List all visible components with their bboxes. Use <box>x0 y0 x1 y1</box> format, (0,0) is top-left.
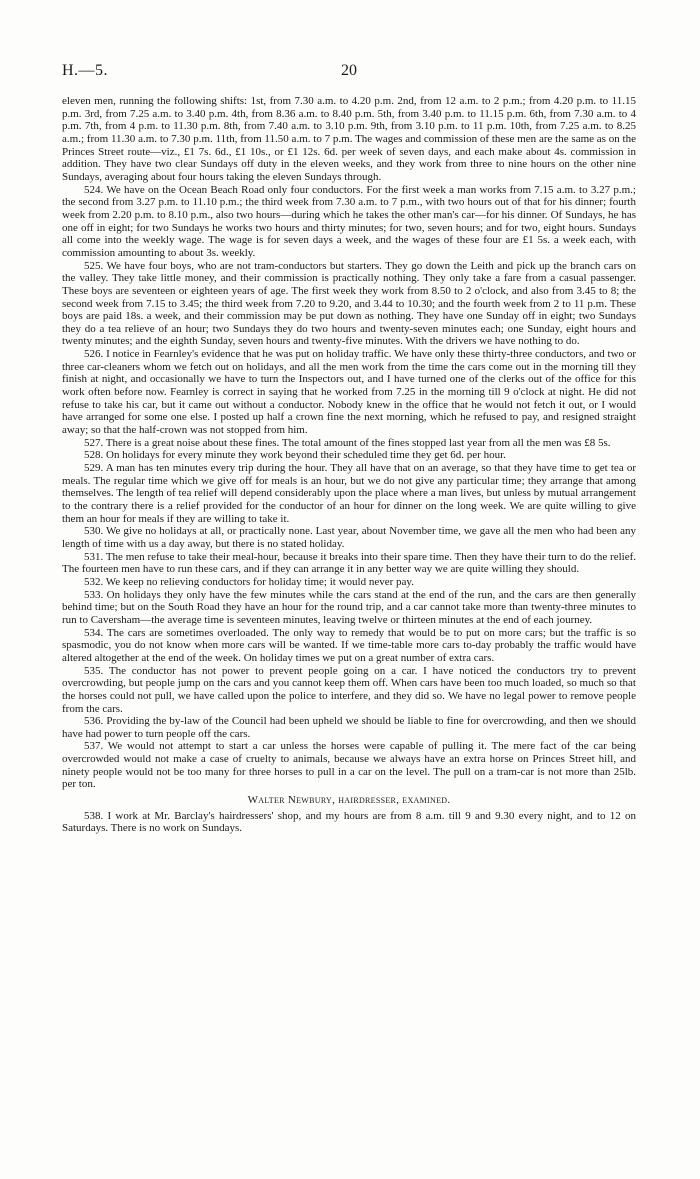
paragraph-530: 530. We give no holidays at all, or practically none. Last year, about November time, we gave all the men who had been any length of time with us a day away, but there is no stated holiday. <box>62 525 636 550</box>
paragraph-532: 532. We keep no relieving conductors for holiday time; it would never pay. <box>84 575 414 588</box>
paragraph-529: 529. A man has ten minutes every trip during the hour. They all have that on an average, so that they have time to get tea or meals. The regular time which we give off for meals is an hour, but we do not give any particular time; they arrange that among themselves. The length of tea relief will depend considerably upon the place where a man lives, but unless by mutual arrangement to the contrary there is a relief provided for the conductor of an hour for dinner on the long week. We are quite willing to give them an hour for meals if they are willing to take it. <box>62 462 636 525</box>
paragraph-continued: eleven men, running the following shifts: 1st, from 7.30 a.m. to 4.20 p.m. 2nd, from 12 a.m. to 2 p.m.; from 4.20 p.m. to 11.15 p.m. 3rd, from 7.25 a.m. to 3.40 p.m. 4th, from 8.36 a.m. to 8.40 p.m. 5th, from 3.40 p.m. to 11.15 p.m. 6th, from 7.30 a.m. to 4 p.m. 7th, from 4 p.m. to 11.30 p.m. 8th, from 7.40 a.m. to 3.10 p.m. 9th, from 3.10 p.m. to 11 p.m. 10th, from 7.25 a.m. to 8.25 a.m.; from 11.30 a.m. to 7.30 p.m. 11th, from 11.50 a.m. to 7 p.m. The wages and commission of these men are the same as on the Princes Street route—viz., £1 7s. 6d., £1 10s., or £1 12s. 6d. per week of seven days, and each make about 4s. commission in addition. They have two clear Sundays off duty in the eleven weeks, and they work from three to nine hours on the other nine Sundays, averaging about four hours taking the eleven Sundays through. <box>62 95 636 183</box>
paragraph-531: 531. The men refuse to take their meal-hour, because it breaks into their spare time. Then they have their turn to do the relief. The fourteen men have to run these cars, and if they can arrange it in any better way we are quite willing they should. <box>62 550 636 576</box>
paragraph-528: 528. On holidays for every minute they work beyond their scheduled time they get 6d. per hour. <box>84 449 506 462</box>
paragraph-527: 527. There is a great noise about these fines. The total amount of the fines stopped last year from all the men was £8 5s. <box>84 436 611 449</box>
paragraph-538: 538. I work at Mr. Barclay's hairdressers' shop, and my hours are from 8 a.m. till 9 and 9.30 every night, and to 12 on Saturdays. There is no work on Sundays. <box>62 809 636 835</box>
page-header <box>62 62 636 84</box>
paragraph-536: 536. Providing the by-law of the Council had been upheld we should be liable to fine for overcrowding, and then we should have had power to turn people off the cars. <box>62 715 636 740</box>
witness-heading: Walter Newbury, hairdresser, examined. <box>247 794 451 807</box>
paragraph-535: 535. The conductor has not power to prevent people going on a car. I have noticed the conductors try to prevent overcrowding, but people jump on the cars and you cannot keep them off. When cars have been too much loaded, so much so that the horses could not pull, we have called upon the police to interfere, and they did so. We have no legal power to remove people from the cars. <box>62 664 636 715</box>
paragraph-526: 526. I notice in Fearnley's evidence that he was put on holiday traffic. We have only these thirty-three conductors, and two or three car-cleaners whom we fetch out on holidays, and all the men work from the time the cars come out in the morning till they finish at night, and occasionally we have to turn the Inspectors out, and I have turned one of the clerks out of the office for this work often before now. Fearnley is correct in saying that he worked from 7.25 in the morning till 9 o'clock at night. He did not refuse to take his car, but it came out without a conductor. Nobody knew in the office that he would not fetch it out, or I would have arranged for some one else. I posted up half a crown fine the next morning, which he refused to pay, and resigned straight away; so that the half-crown was not stopped from him. <box>62 348 636 437</box>
paragraph-534: 534. The cars are sometimes overloaded. The only way to remedy that would be to put on more cars; but the traffic is so spasmodic, you do not know when more cars will be wanted. If we time-table more cars to-day probably the traffic would have altered altogether at the end of the week. On holiday times we put on a great number of extra cars. <box>62 626 636 664</box>
document-body <box>62 95 636 835</box>
paragraph-537: 537. We would not attempt to start a car unless the horses were capable of pulling it. The mere fact of the car being overcrowded would not make a case of cruelty to animals, because we always have an extra horse on Princes Street hill, and ninety people would not be too many for three horses to pull in a car on the level. The pull on a tram-car is not more than 25lb. per ton. <box>62 740 636 791</box>
page-number: 20 <box>341 62 357 79</box>
paragraph-525: 525. We have four boys, who are not tram-conductors but starters. They go down the Leith and pick up the branch cars on the valley. They take little money, and their commission is practically nothing. They only take a fare from a casual passenger. These boys are seventeen or eighteen years of age. The first week they work from 8.50 to 2 o'clock, and also from 3.45 to 8; the second week from 7.15 to 3.45; the third week from 7.20 to 9.20, and 3.44 to 10.30; and the fourth week from 2 to 11 p.m. These boys are paid 18s. a week, and their commission may be put down as nothing. They have one Sunday off in eight; two Sundays they do a tea relieve of an hour; two Sundays they do two hours and twenty-seven minutes each; one Sunday, eight hours and twenty minutes; and the eighth Sunday, seven hours and twenty-five minutes. With the drivers we have nothing to do. <box>62 259 636 348</box>
report-reference: H.—5. <box>62 62 109 79</box>
paragraph-533: 533. On holidays they only have the few minutes while the cars stand at the end of the run, and the cars are then generally behind time; but on the South Road they have an hour for the round trip, and a car cannot take more than twenty-three minutes to run to Caversham—the average time is seventeen minutes, leaving twelve or thirteen minutes at the end of each journey. <box>62 588 636 626</box>
paragraph-524: 524. We have on the Ocean Beach Road only four conductors. For the first week a man works from 7.15 a.m. to 3.27 p.m.; the second from 3.27 p.m. to 11.10 p.m.; the third week from 7.30 a.m. to 7 p.m., with two hours out of that for his dinner; fourth week from 2.20 p.m. to 8.10 p.m., also two hours—during which he takes the other man's car—for his dinner. Of Sundays, he has one off in eight; for two Sundays he works two hours and thirty minutes; for two, seven hours; and for two, eight hours. Sundays all come into the weekly wage. The wage is for seven days a week, and the wages of these four are £1 5s. a week each, with commission amounting to about 3s. weekly. <box>62 183 636 259</box>
